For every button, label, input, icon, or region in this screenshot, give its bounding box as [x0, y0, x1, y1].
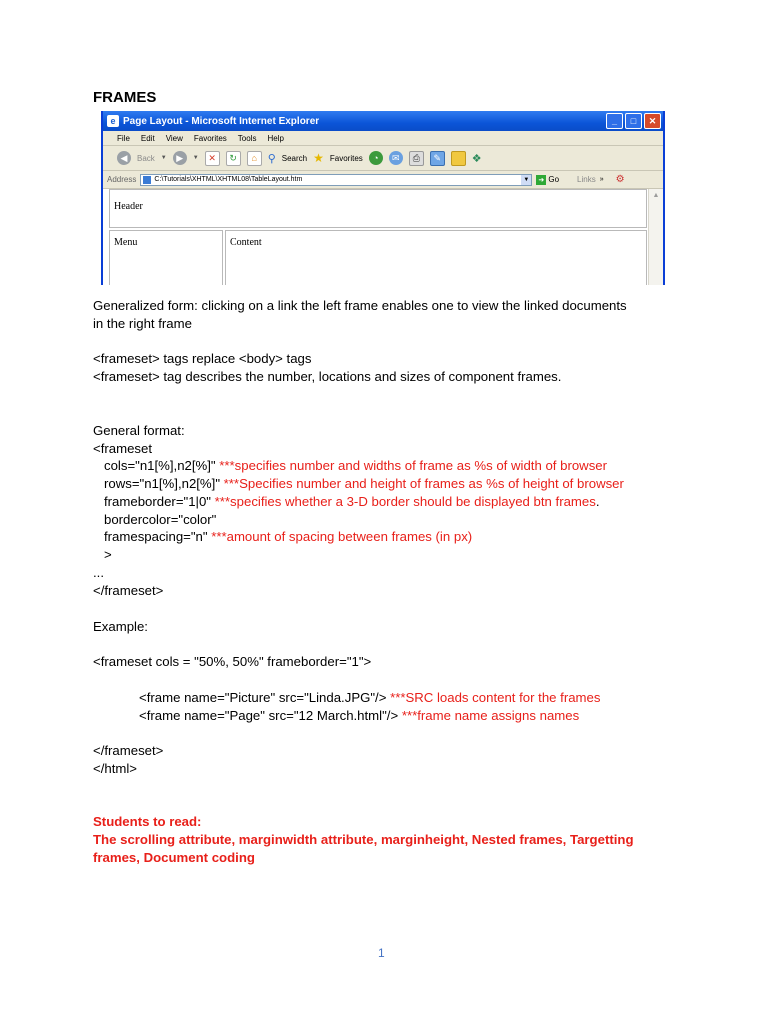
para1-line2: in the right frame: [93, 316, 192, 331]
print-icon[interactable]: ⎙: [409, 151, 424, 166]
browser-screenshot: [101, 111, 665, 285]
framespacing-code: framespacing="n": [93, 529, 212, 544]
format-rows: [93, 475, 624, 492]
browser-viewport: [103, 189, 663, 285]
frame2-note: ***frame name assigns names: [401, 708, 580, 723]
back-arrow-icon[interactable]: ◀: [117, 151, 131, 165]
format-frameborder: [93, 493, 600, 510]
frame-content: [225, 230, 647, 285]
menu-edit[interactable]: Edit: [140, 133, 155, 143]
example-open: <frameset cols = "50%, 50%" frameborder="1">: [93, 654, 372, 669]
frame-header: [109, 189, 647, 228]
refresh-icon[interactable]: ↻: [226, 151, 241, 166]
home-icon[interactable]: ⌂: [247, 151, 262, 166]
address-dropdown-icon[interactable]: ▼: [521, 175, 531, 185]
menu-tools[interactable]: Tools: [237, 133, 257, 143]
rows-code: rows="n1[%],n2[%]": [93, 476, 224, 491]
close-icon[interactable]: ✕: [644, 113, 661, 129]
folder-icon[interactable]: [451, 151, 466, 166]
frameborder-code: frameborder="1|0": [93, 494, 215, 509]
format-open: <frameset: [93, 441, 153, 456]
frameborder-end: .: [595, 494, 600, 509]
back-label[interactable]: Back: [137, 153, 155, 163]
frame2-code: <frame name="Page" src="12 March.html"/>: [139, 708, 402, 723]
search-icon[interactable]: ⚲: [267, 152, 276, 165]
format-bordercolor: bordercolor="color": [93, 512, 217, 527]
favorites-star-icon[interactable]: ★: [313, 151, 324, 165]
students-line1: The scrolling attribute, marginwidth attribute, marginheight, Nested frames, Targetting: [93, 832, 634, 847]
menu-help[interactable]: Help: [267, 133, 284, 143]
frameborder-note: ***specifies whether a 3-D border should be displayed btn frames: [214, 494, 596, 509]
address-input[interactable]: [140, 174, 532, 186]
window-controls: [606, 113, 663, 129]
format-cols: [93, 457, 607, 474]
address-bar: [103, 171, 663, 189]
format-gt: >: [93, 547, 112, 562]
frame1-note: ***SRC loads content for the frames: [390, 690, 601, 705]
stop-icon[interactable]: ✕: [205, 151, 220, 166]
forward-arrow-icon[interactable]: ▶: [173, 151, 187, 165]
browser-titlebar: [103, 111, 663, 131]
format-close: </frameset>: [93, 583, 164, 598]
browser-title: Page Layout - Microsoft Internet Explorer: [123, 115, 320, 127]
favorites-label[interactable]: Favorites: [329, 153, 363, 163]
tags-line2: <frameset> tag describes the number, locations and sizes of component frames.: [93, 369, 562, 384]
mail-icon[interactable]: ✉: [389, 151, 403, 165]
frame1-code: <frame name="Picture" src="Linda.JPG"/>: [139, 690, 391, 705]
para1-line1: Generalized form: clicking on a link the left frame enables one to view the linked documents: [93, 298, 627, 313]
students-title: Students to read:: [93, 814, 202, 829]
ie-logo-icon: e: [107, 115, 119, 127]
maximize-icon[interactable]: □: [625, 113, 642, 129]
tags-line1: <frameset> tags replace <body> tags: [93, 351, 312, 366]
frame-menu: [109, 230, 223, 285]
scrollbar[interactable]: [648, 189, 663, 285]
address-label: Address: [107, 175, 137, 184]
format-dots: ...: [93, 565, 104, 580]
scroll-up-icon[interactable]: ▲: [652, 191, 660, 199]
norton-icon[interactable]: ⚙: [615, 174, 625, 185]
history-icon[interactable]: ◔: [369, 151, 383, 165]
students-line2: frames, Document coding: [93, 850, 255, 865]
minimize-icon[interactable]: _: [606, 113, 623, 129]
back-dropdown-icon[interactable]: ▼: [160, 155, 167, 161]
example-close2: </html>: [93, 761, 137, 776]
menu-file[interactable]: File: [117, 133, 130, 143]
go-arrow-icon: ➜: [536, 175, 546, 185]
address-value: C:\Tutorials\XHTML\XHTML08\TableLayout.htm: [154, 176, 303, 183]
browser-toolbar: [103, 146, 663, 171]
links-label[interactable]: Links: [577, 175, 596, 184]
go-label: Go: [548, 175, 560, 184]
page-icon: [143, 176, 151, 184]
browser-menubar: [103, 131, 663, 146]
example-frame1: [139, 689, 600, 706]
forward-dropdown-icon[interactable]: ▼: [192, 155, 199, 161]
example-close1: </frameset>: [93, 743, 164, 758]
cols-code: cols="n1[%],n2[%]": [93, 458, 220, 473]
search-label[interactable]: Search: [281, 153, 308, 163]
format-framespacing: [93, 528, 472, 545]
messenger-icon[interactable]: ❖: [471, 152, 482, 165]
menu-view[interactable]: View: [165, 133, 183, 143]
menu-favorites[interactable]: Favorites: [193, 133, 227, 143]
format-title: General format:: [93, 423, 185, 438]
frame-content-label: Content: [230, 237, 262, 248]
edit-icon[interactable]: ✎: [430, 151, 445, 166]
example-frame2: [139, 707, 579, 724]
frame-header-label: Header: [114, 201, 143, 212]
rows-note: ***Specifies number and height of frames as %s of height of browser: [223, 476, 624, 491]
cols-note: ***specifies number and widths of frame as %s of width of browser: [219, 458, 608, 473]
frame-menu-label: Menu: [114, 237, 138, 248]
go-button[interactable]: [536, 175, 559, 185]
framespacing-note: ***amount of spacing between frames (in px): [211, 529, 473, 544]
example-title: Example:: [93, 619, 148, 634]
page-heading: FRAMES: [93, 89, 157, 106]
links-chevron-icon[interactable]: »: [599, 176, 604, 183]
page-number: 1: [378, 946, 385, 960]
